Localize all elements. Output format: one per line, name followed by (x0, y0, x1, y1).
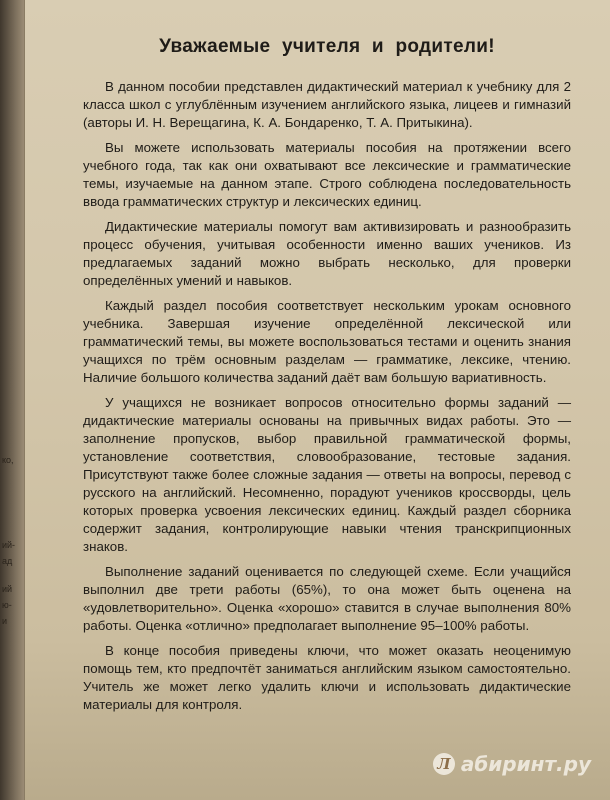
page-content (83, 36, 571, 721)
edge-text: ий (2, 584, 13, 594)
edge-text: ий- (2, 540, 16, 550)
page-title: Уважаемые учителя и родители! (159, 36, 495, 57)
watermark (433, 752, 591, 776)
edge-text: ко, (2, 455, 14, 465)
watermark-text: абиринт.ру (460, 752, 591, 776)
paragraph: У учащихся не возникает вопросов относительно формы заданий — дидактические материалы основаны на привычных видах работы. Это — заполнение пропусков, выбор правильной грамматической формы, установление соответствия, словообразование, тестовые задания. Присутствуют также более сложные задания — ответы на вопросы, перевод с русского на английский. Несомненно, порадуют учеников кроссворды, цель которых проверка усвоения лексических единиц. Каждый раздел сборника содержит задания, контролирующие навыки чтения транскрипционных знаков. (83, 395, 571, 554)
edge-text: ю- (2, 600, 12, 610)
adjacent-page-edge (0, 0, 26, 800)
paragraph: Дидактические материалы помогут вам активизировать и разнообразить процесс обучения, учитывая особенности именно ваших учеников. Из предлагаемых заданий можно выбрать несколько, для проверки определённых умений и навыков. (83, 219, 571, 288)
paragraph: Выполнение заданий оценивается по следующей схеме. Если учащийся выполнил две трети работы (65%), то она может быть оценена на «удовлетворительно». Оценка «хорошо» ставится в случае выполнения 80% работы. Оценка «отлично» предполагает выполнение 95–100% работы. (83, 564, 571, 633)
paragraph: В конце пособия приведены ключи, что может оказать неоценимую помощь тем, кто предпочтёт заниматься английским языком самостоятельно. Учитель же может легко удалить ключи и использовать дидактические материалы для контроля. (83, 643, 571, 712)
paragraph: В данном пособии представлен дидактический материал к учебнику для 2 класса школ с углублённым изучением английского языка, лицеев и гимназий (авторы И. Н. Верещагина, К. А. Бондаренко, Т. А. Притыкина). (83, 79, 571, 130)
paragraph: Вы можете использовать материалы пособия на протяжении всего учебного года, так как они охватывают все лексические и грамматические темы, изучаемые на данном этапе. Строго соблюдена последовательность ввода грамматических структур и лексических единиц. (83, 140, 571, 209)
book-page (24, 0, 610, 800)
labirint-logo-icon: Л (433, 753, 455, 775)
edge-text: ад (2, 556, 13, 566)
paragraph: Каждый раздел пособия соответствует нескольким урокам основного учебника. Завершая изучение определённой лексической или грамматический темы, вы можете воспользоваться тестами и оценить знания учащихся по трём основным разделам — грамматике, лексике, чтению. Наличие большого количества заданий даёт вам большую вариативность. (83, 298, 571, 385)
edge-text: и (2, 616, 8, 626)
